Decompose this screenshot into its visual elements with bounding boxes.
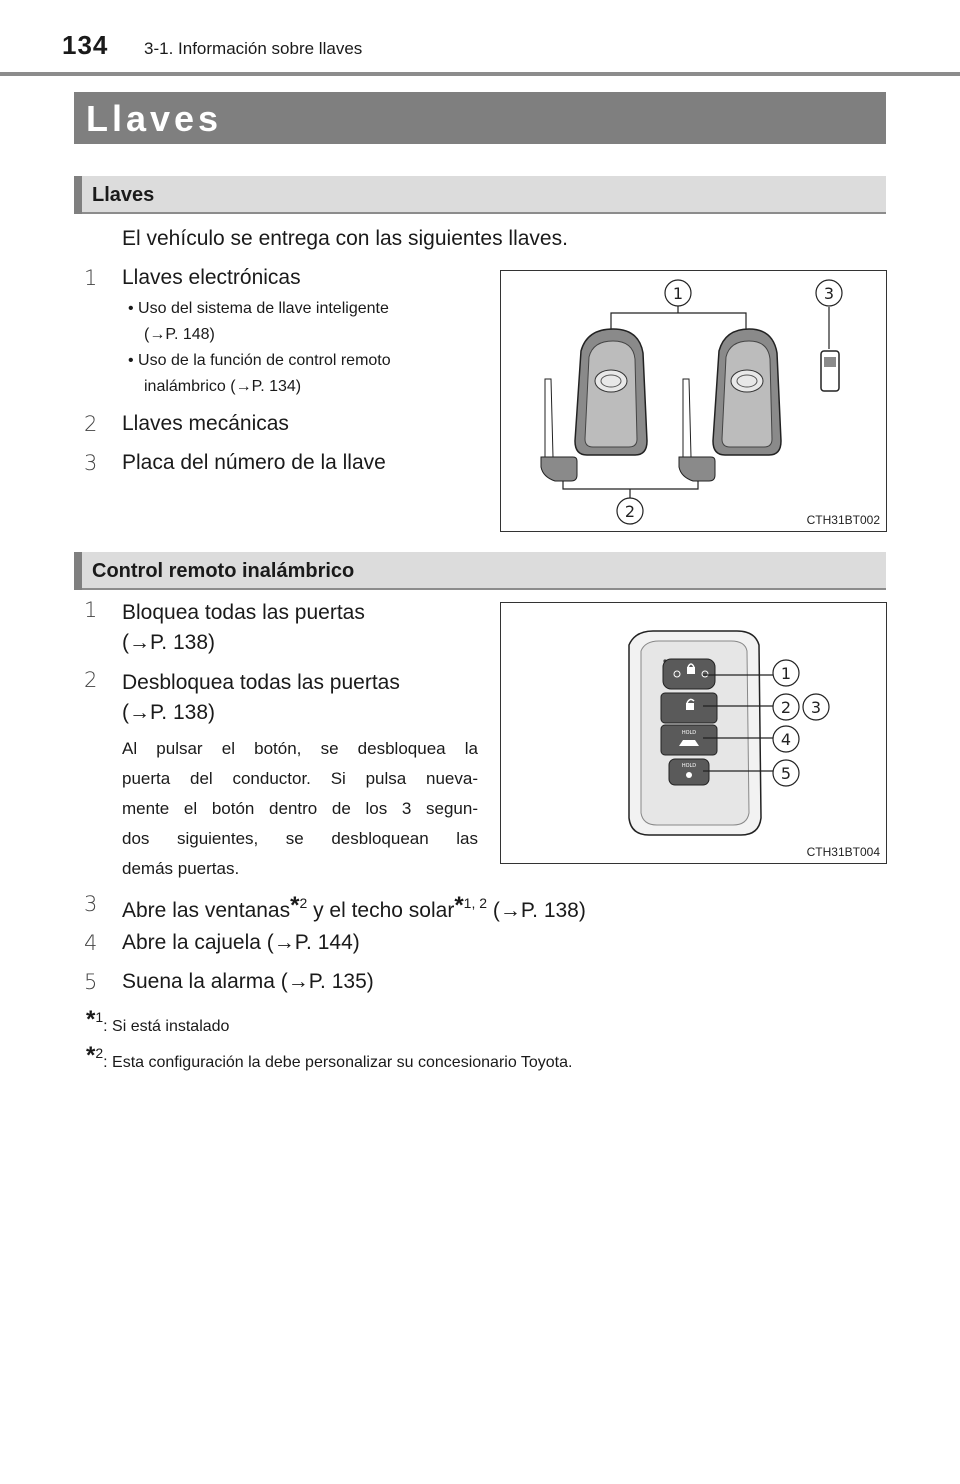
asterisk-icon: * bbox=[86, 1006, 96, 1033]
callout-2: 2 bbox=[780, 698, 792, 717]
item-placa-numero: Placa del número de la llave bbox=[122, 451, 386, 474]
item3-sup1: 2 bbox=[299, 895, 308, 911]
footnote-1 bbox=[86, 1006, 229, 1036]
subheading-control-remoto bbox=[74, 552, 886, 590]
bullet-2-line1: • Uso de la función de control remoto bbox=[128, 352, 391, 369]
remote-figure bbox=[500, 602, 887, 864]
trunk-hold-label: HOLD bbox=[681, 730, 697, 736]
footnote-2-num: 2 bbox=[95, 1045, 104, 1061]
mechanical-key-right-icon bbox=[679, 379, 715, 481]
page-number: 134 bbox=[62, 30, 109, 60]
note-line-5: demás puertas. bbox=[122, 859, 240, 878]
item-number: 3 bbox=[84, 451, 98, 475]
item-bloquea-line1: Bloquea todas las puertas bbox=[122, 601, 365, 624]
unlock-note bbox=[122, 734, 478, 884]
remote-buttons bbox=[661, 659, 717, 785]
callout-5: 5 bbox=[780, 764, 792, 783]
item-number: 4 bbox=[84, 931, 98, 955]
chapter-banner bbox=[74, 92, 886, 144]
remote-illustration bbox=[501, 603, 886, 863]
item3-text-c: (→P. 138) bbox=[487, 899, 586, 922]
item-number: 1 bbox=[84, 266, 98, 290]
item-abre-cajuela: Abre la cajuela (→P. 144) bbox=[122, 931, 360, 954]
item-abre-ventanas bbox=[122, 892, 586, 923]
item-bloquea bbox=[122, 598, 365, 658]
item-desbloquea-line1: Desbloquea todas las puertas bbox=[122, 671, 400, 694]
callout-2: 2 bbox=[624, 502, 636, 521]
subheading-control-text: Control remoto inalámbrico bbox=[92, 560, 355, 582]
item-bloquea-line2: (→P. 138) bbox=[122, 631, 215, 654]
note-line-1: Al pulsar el botón, se desbloquea la bbox=[122, 739, 478, 758]
section-title: 3-1. Información sobre llaves bbox=[144, 39, 363, 58]
item3-sup2: 1, 2 bbox=[463, 895, 488, 911]
asterisk-icon: * bbox=[290, 892, 300, 919]
intro-text: El vehículo se entrega con las siguientes llaves. bbox=[122, 227, 568, 250]
panic-hold-label: HOLD bbox=[681, 763, 697, 769]
item3-text-b: y el techo solar bbox=[307, 899, 455, 922]
keys-illustration bbox=[501, 271, 886, 531]
item-number: 3 bbox=[84, 892, 98, 916]
note-line-3: mente el botón dentro de los 3 segun- bbox=[122, 799, 478, 818]
item-llaves-mecanicas: Llaves mecánicas bbox=[122, 412, 289, 435]
footnote-2 bbox=[86, 1042, 572, 1072]
note-line-2: puerta del conductor. Si pulsa nueva- bbox=[122, 769, 478, 788]
subheading-bar bbox=[74, 552, 82, 590]
bullet-1-line2: (→P. 148) bbox=[144, 326, 215, 343]
banner-title: Llaves bbox=[86, 98, 223, 139]
subheading-llaves bbox=[74, 176, 886, 214]
subheading-llaves-text: Llaves bbox=[92, 184, 155, 206]
item-number: 5 bbox=[84, 970, 98, 994]
item-number: 2 bbox=[84, 668, 98, 692]
item-number: 2 bbox=[84, 412, 98, 436]
item-desbloquea-line2: (→P. 138) bbox=[122, 701, 215, 724]
item-suena-alarma: Suena la alarma (→P. 135) bbox=[122, 970, 374, 993]
asterisk-icon: * bbox=[86, 1042, 96, 1069]
mechanical-key-left-icon bbox=[541, 379, 577, 481]
footnote-1-num: 1 bbox=[95, 1009, 104, 1025]
item-llaves-electronicas: Llaves electrónicas bbox=[122, 266, 301, 289]
item-desbloquea bbox=[122, 668, 400, 728]
bullet-1-line1: • Uso del sistema de llave inteligente bbox=[128, 300, 389, 317]
header-rule bbox=[0, 72, 960, 76]
callout-1: 1 bbox=[780, 664, 792, 683]
key-number-plate-icon bbox=[821, 351, 839, 391]
keys-figure bbox=[500, 270, 887, 532]
footnote-2-text: : Esta configuración la debe personalizar su concesionario Toyota. bbox=[103, 1054, 573, 1071]
item3-text-a: Abre las ventanas bbox=[122, 899, 291, 922]
electronic-key-right-icon bbox=[713, 329, 781, 455]
footnote-1-text: : Si está instalado bbox=[103, 1018, 230, 1035]
bullet-2-line2: inalámbrico (→P. 134) bbox=[144, 378, 302, 395]
item-number: 1 bbox=[84, 598, 98, 622]
figure-code: CTH31BT004 bbox=[806, 845, 880, 859]
callout-3: 3 bbox=[810, 698, 822, 717]
callout-4: 4 bbox=[780, 730, 792, 749]
bullet-list bbox=[128, 296, 480, 400]
callout-1: 1 bbox=[672, 284, 684, 303]
subheading-bar bbox=[74, 176, 82, 214]
figure-code: CTH31BT002 bbox=[806, 513, 880, 527]
electronic-key-left-icon bbox=[575, 329, 647, 455]
asterisk-icon: * bbox=[454, 892, 464, 919]
callout-3: 3 bbox=[823, 284, 835, 303]
note-line-4: dos siguientes, se desbloquean las bbox=[122, 829, 478, 848]
